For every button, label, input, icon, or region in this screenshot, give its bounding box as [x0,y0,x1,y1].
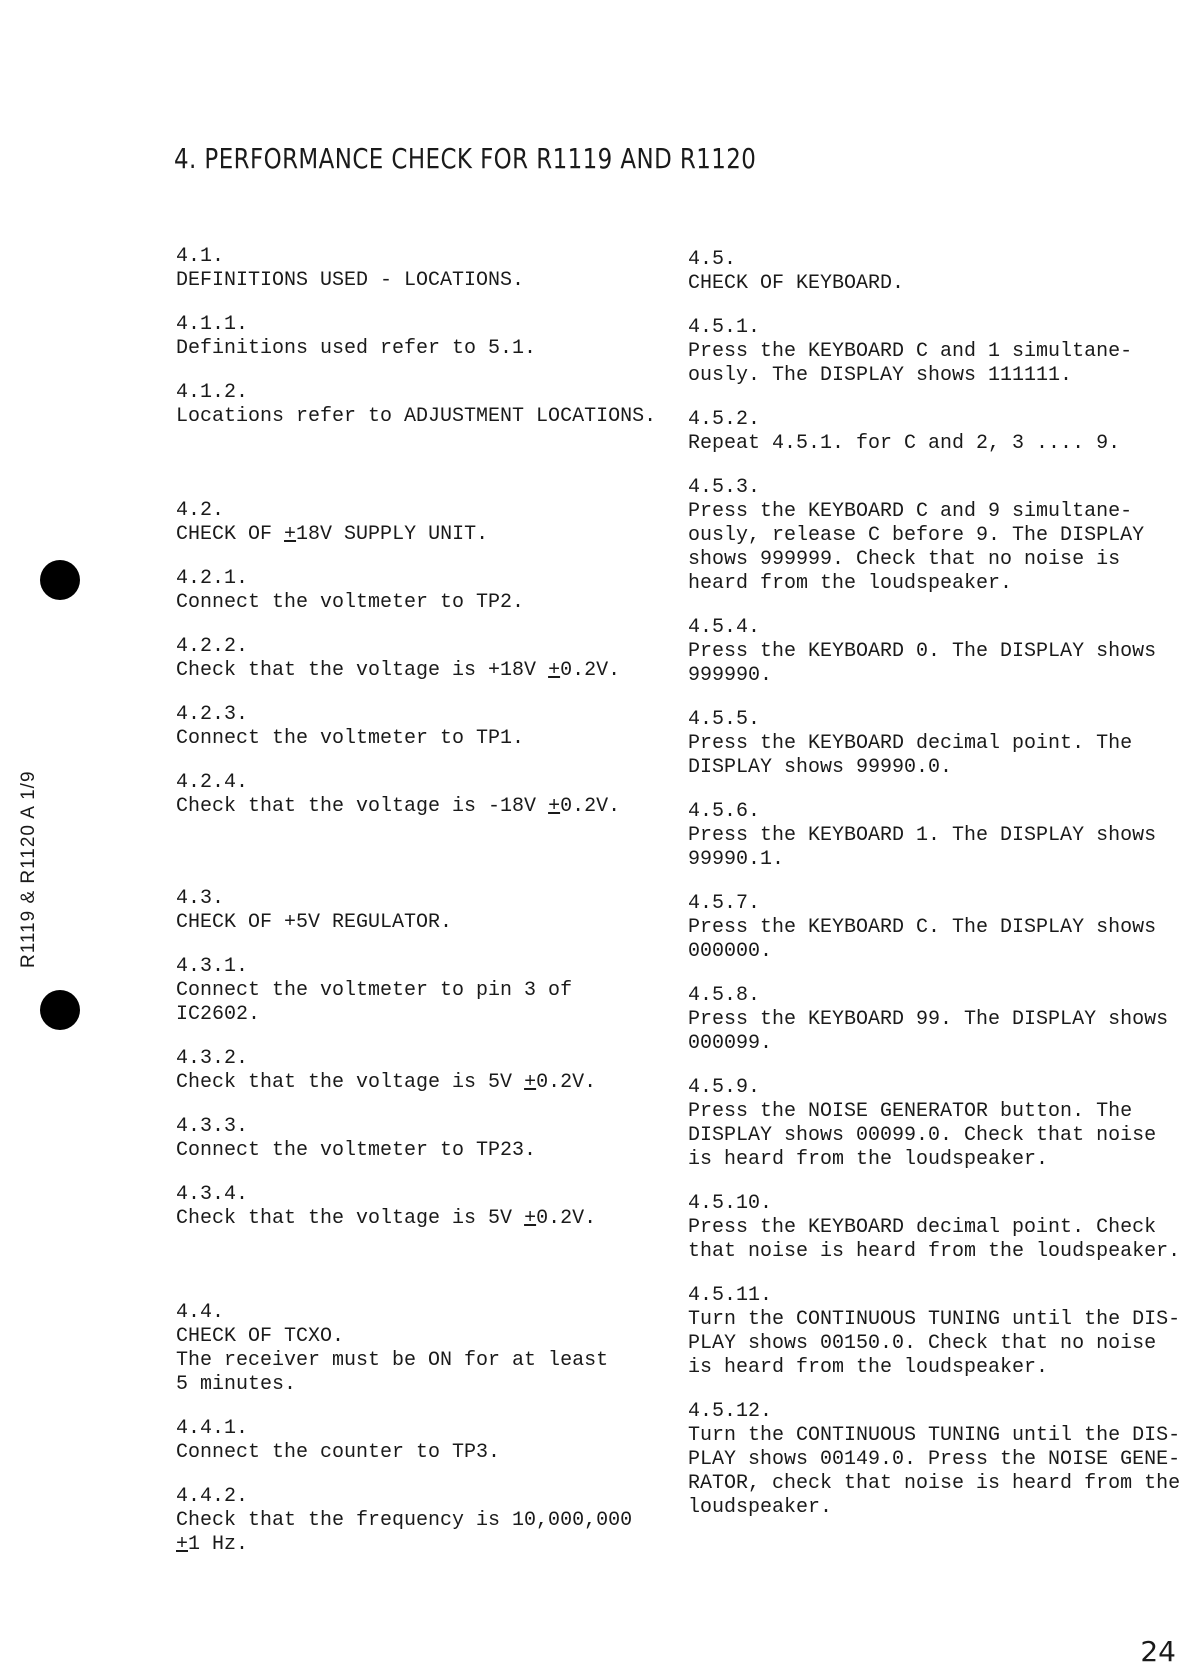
section-number: 4.5. [688,248,737,271]
section-line: shows 999999. Check that no noise is [688,548,1121,571]
section-number: 4.3.2. [176,1047,249,1070]
punch-hole-top [40,560,80,600]
section-line: Check that the frequency is 10,000,000 [176,1509,633,1532]
section-number: 4.5.4. [688,616,761,639]
section-line: Connect the counter to TP3. [176,1441,501,1464]
side-label: R1119 & R1120 A 1/9 [18,770,39,968]
section [176,313,666,361]
section [176,245,666,293]
section [688,616,1188,688]
section-number: 4.5.9. [688,1076,761,1099]
section-line: 000099. [688,1032,773,1055]
section [176,1485,666,1533]
page-number: 24 [1140,1635,1176,1668]
section [176,1533,666,1557]
plus-minus-sign: + [284,523,297,546]
section-number: 4.2.4. [176,771,249,794]
section-number: 4.3.3. [176,1115,249,1138]
section-line: 99990.1. [688,848,785,871]
section-line: DISPLAY shows 99990.0. [688,756,953,779]
plus-minus-sign: + [548,659,561,682]
section-number: 4.1. [176,245,225,268]
section-number: 4.1.2. [176,381,249,404]
section-line: Press the KEYBOARD 99. The DISPLAY shows [688,1008,1169,1031]
section-line: 000000. [688,940,773,963]
section-line: Definitions used refer to 5.1. [176,337,537,360]
section [688,248,1188,296]
line-text: 18V SUPPLY UNIT. [296,523,489,546]
section-line: ously. The DISPLAY shows 111111. [688,364,1073,387]
section-number: 4.5.3. [688,476,761,499]
section-line: Press the KEYBOARD 0. The DISPLAY shows [688,640,1157,663]
section [176,1115,666,1163]
section-line: Connect the voltmeter to TP2. [176,591,525,614]
punch-hole-bottom [40,990,80,1030]
section-line [176,1071,666,1095]
section-heading: CHECK OF TCXO. [176,1325,345,1348]
section-line: ously, release C before 9. The DISPLAY [688,524,1145,547]
section-line [176,523,666,547]
section [176,1183,666,1231]
section-line: Press the KEYBOARD decimal point. The [688,732,1133,755]
section [176,635,666,683]
line-text: 0.2V. [560,659,621,682]
section-line: DISPLAY shows 00099.0. Check that noise [688,1124,1157,1147]
section [688,1192,1188,1264]
section-line: Press the KEYBOARD C and 1 simultane- [688,340,1133,363]
section [688,316,1188,388]
section [176,1417,666,1465]
right-column [688,248,1188,1520]
section-line [176,1533,666,1557]
section-line: Repeat 4.5.1. for C and 2, 3 .... 9. [688,432,1121,455]
line-text: Check that the voltage is -18V [176,795,549,818]
section [176,567,666,615]
section-line: 5 minutes. [176,1373,297,1396]
section-line: RATOR, check that noise is heard from the [688,1472,1181,1495]
section-line: is heard from the loudspeaker. [688,1148,1049,1171]
section-line: loudspeaker. [688,1496,833,1519]
section-line: heard from the loudspeaker. [688,572,1013,595]
section-number: 4.5.10. [688,1192,773,1215]
section-heading: CHECK OF +5V REGULATOR. [176,911,453,934]
line-text: 0.2V. [536,1207,597,1230]
plus-minus-sign: + [548,795,561,818]
section-heading: CHECK OF KEYBOARD. [688,272,905,295]
section-number: 4.5.7. [688,892,761,915]
section-number: 4.2. [176,499,225,522]
section-line: Press the KEYBOARD decimal point. Check [688,1216,1157,1239]
section-line: The receiver must be ON for at least [176,1349,609,1372]
section-line: Turn the CONTINUOUS TUNING until the DIS- [688,1424,1181,1447]
section [688,1076,1188,1172]
line-text: CHECK OF [176,523,285,546]
section [688,984,1188,1056]
section-number: 4.2.1. [176,567,249,590]
section-line: Press the KEYBOARD C. The DISPLAY shows [688,916,1157,939]
section-number: 4.5.2. [688,408,761,431]
section [176,381,666,429]
section-number: 4.4. [176,1301,225,1324]
section-line: Press the KEYBOARD C and 9 simultane- [688,500,1133,523]
section-line: IC2602. [176,1003,261,1026]
section-number: 4.4.2. [176,1485,249,1508]
section-number: 4.4.1. [176,1417,249,1440]
line-text: 0.2V. [536,1071,597,1094]
section-line: PLAY shows 00150.0. Check that no noise [688,1332,1157,1355]
section [688,408,1188,456]
section [688,476,1188,596]
section-line [176,795,666,819]
section-number: 4.5.6. [688,800,761,823]
line-text: Check that the voltage is +18V [176,659,549,682]
section-number: 4.5.8. [688,984,761,1007]
section [176,1047,666,1095]
section-line: PLAY shows 00149.0. Press the NOISE GENE- [688,1448,1181,1471]
line-text: 1 Hz. [188,1533,249,1556]
section [688,708,1188,780]
section-number: 4.2.3. [176,703,249,726]
section [176,955,666,1027]
line-text: Check that the voltage is 5V [176,1207,525,1230]
section-line: is heard from the loudspeaker. [688,1356,1049,1379]
section [176,499,666,547]
section-line: Connect the voltmeter to pin 3 of [176,979,573,1002]
section-number: 4.5.1. [688,316,761,339]
section [688,1284,1188,1380]
section-number: 4.5.5. [688,708,761,731]
line-text: Check that the voltage is 5V [176,1071,525,1094]
page-title: 4. PERFORMANCE CHECK FOR R1119 AND R1120 [174,142,757,175]
section-line [176,659,666,683]
section-line [176,1207,666,1231]
plus-minus-sign: + [524,1071,537,1094]
section-line: Press the KEYBOARD 1. The DISPLAY shows [688,824,1157,847]
section [176,771,666,819]
section [688,892,1188,964]
plus-minus-sign: + [176,1533,189,1556]
section [688,1400,1188,1520]
section-number: 4.5.12. [688,1400,773,1423]
line-text: 0.2V. [560,795,621,818]
section-number: 4.3.1. [176,955,249,978]
section-number: 4.2.2. [176,635,249,658]
section-line: Connect the voltmeter to TP23. [176,1139,537,1162]
section-line: Press the NOISE GENERATOR button. The [688,1100,1133,1123]
section-line: Connect the voltmeter to TP1. [176,727,525,750]
section-number: 4.3.4. [176,1183,249,1206]
section-number: 4.5.11. [688,1284,773,1307]
section [688,800,1188,872]
plus-minus-sign: + [524,1207,537,1230]
section [176,887,666,935]
section-line: that noise is heard from the loudspeaker. [688,1240,1181,1263]
section-line: 999990. [688,664,773,687]
section-number: 4.1.1. [176,313,249,336]
section [176,703,666,751]
section-line: Locations refer to ADJUSTMENT LOCATIONS. [176,405,657,428]
section-number: 4.3. [176,887,225,910]
left-column [176,245,666,1557]
section-line: DEFINITIONS USED - LOCATIONS. [176,269,525,292]
section [176,1301,666,1397]
section-line: Turn the CONTINUOUS TUNING until the DIS- [688,1308,1181,1331]
